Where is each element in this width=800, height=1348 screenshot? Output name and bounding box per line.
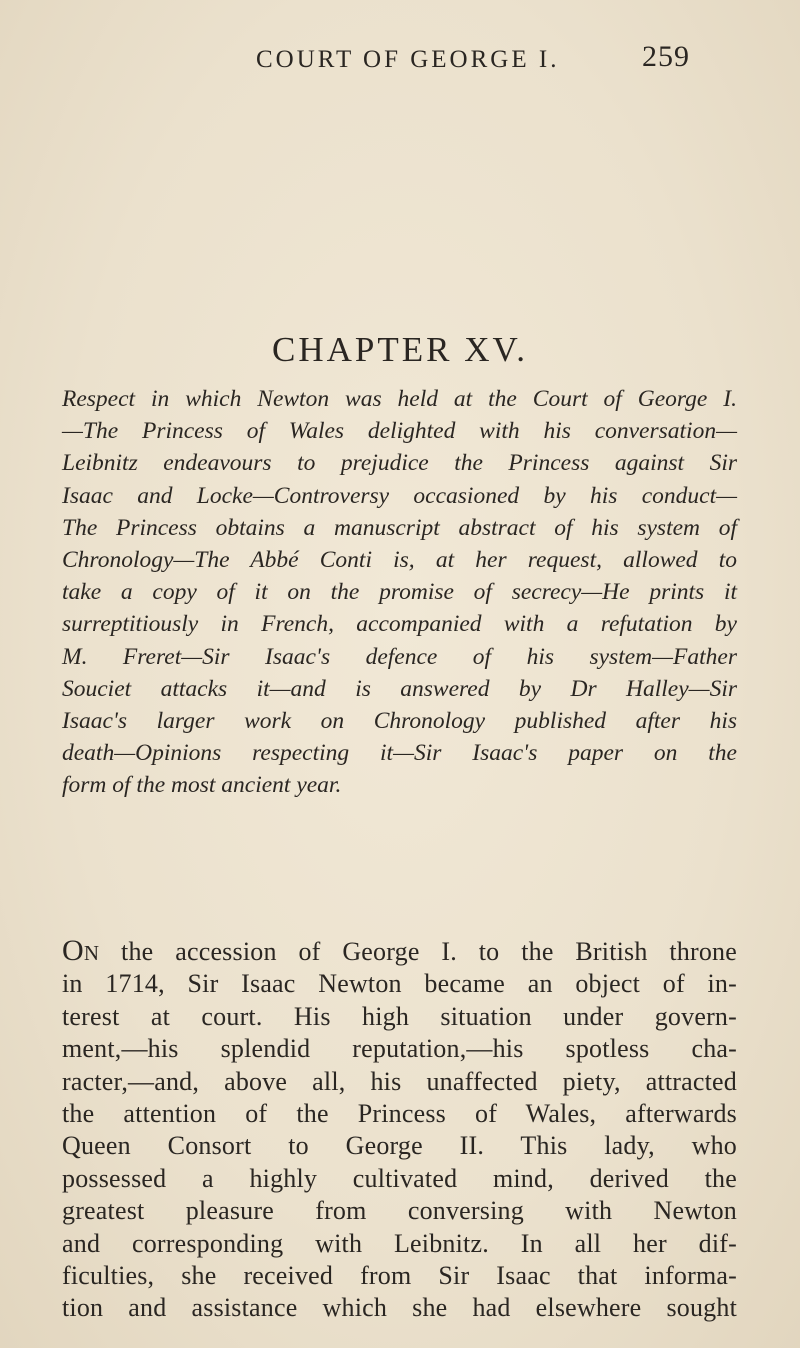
running-title: COURT OF GEORGE I.: [256, 46, 560, 73]
body-paragraph: [62, 935, 737, 1325]
body-line: tion and assistance which she had elsewhere sought: [62, 1293, 737, 1323]
summary-line: M. Freret—Sir Isaac's defence of his system—Father: [62, 643, 737, 670]
summary-line: Isaac and Locke—Controversy occasioned by his conduct—: [62, 482, 737, 509]
chapter-summary: [62, 383, 737, 802]
body-line-first: [62, 935, 737, 968]
first-line-text: the accession of George I. to the British throne: [99, 937, 737, 966]
summary-line: take a copy of it on the promise of secrecy—He prints it: [62, 579, 737, 606]
body-line: possessed a highly cultivated mind, derived the: [62, 1163, 737, 1193]
body-line: greatest pleasure from conversing with Newton: [62, 1196, 737, 1226]
summary-line: death—Opinions respecting it—Sir Isaac's paper on the: [62, 740, 737, 767]
summary-line: The Princess obtains a manuscript abstract of his system of: [62, 514, 737, 541]
summary-line: Souciet attacks it—and is answered by Dr Halley—Sir: [62, 675, 737, 702]
summary-line: Isaac's larger work on Chronology published after his: [62, 708, 737, 735]
chapter-title: CHAPTER XV.: [271, 330, 528, 369]
body-line: in 1714, Sir Isaac Newton became an object of in-: [62, 969, 737, 999]
body-line: Queen Consort to George II. This lady, who: [62, 1131, 737, 1161]
summary-line: form of the most ancient year.: [62, 772, 342, 799]
summary-line: Chronology—The Abbé Conti is, at her request, allowed to: [62, 547, 737, 574]
initial-word: On: [62, 934, 100, 967]
summary-line: Leibnitz endeavours to prejudice the Princess against Sir: [62, 450, 737, 477]
body-line: ficulties, she received from Sir Isaac that informa-: [62, 1261, 737, 1291]
body-line: terest at court. His high situation under govern-: [62, 1001, 737, 1031]
summary-line: —The Princess of Wales delighted with his conversation—: [62, 418, 737, 445]
summary-line: surreptitiously in French, accompanied with a refutation by: [62, 611, 737, 638]
body-line: ment,—his splendid reputation,—his spotless cha-: [62, 1034, 737, 1064]
page-number: 259: [642, 40, 690, 73]
body-line: the attention of the Princess of Wales, afterwards: [62, 1099, 737, 1129]
body-line: and corresponding with Leibnitz. In all her dif-: [62, 1228, 737, 1258]
summary-line: Respect in which Newton was held at the Court of George I.: [62, 386, 737, 412]
body-line: racter,—and, above all, his unaffected piety, attracted: [62, 1066, 737, 1096]
